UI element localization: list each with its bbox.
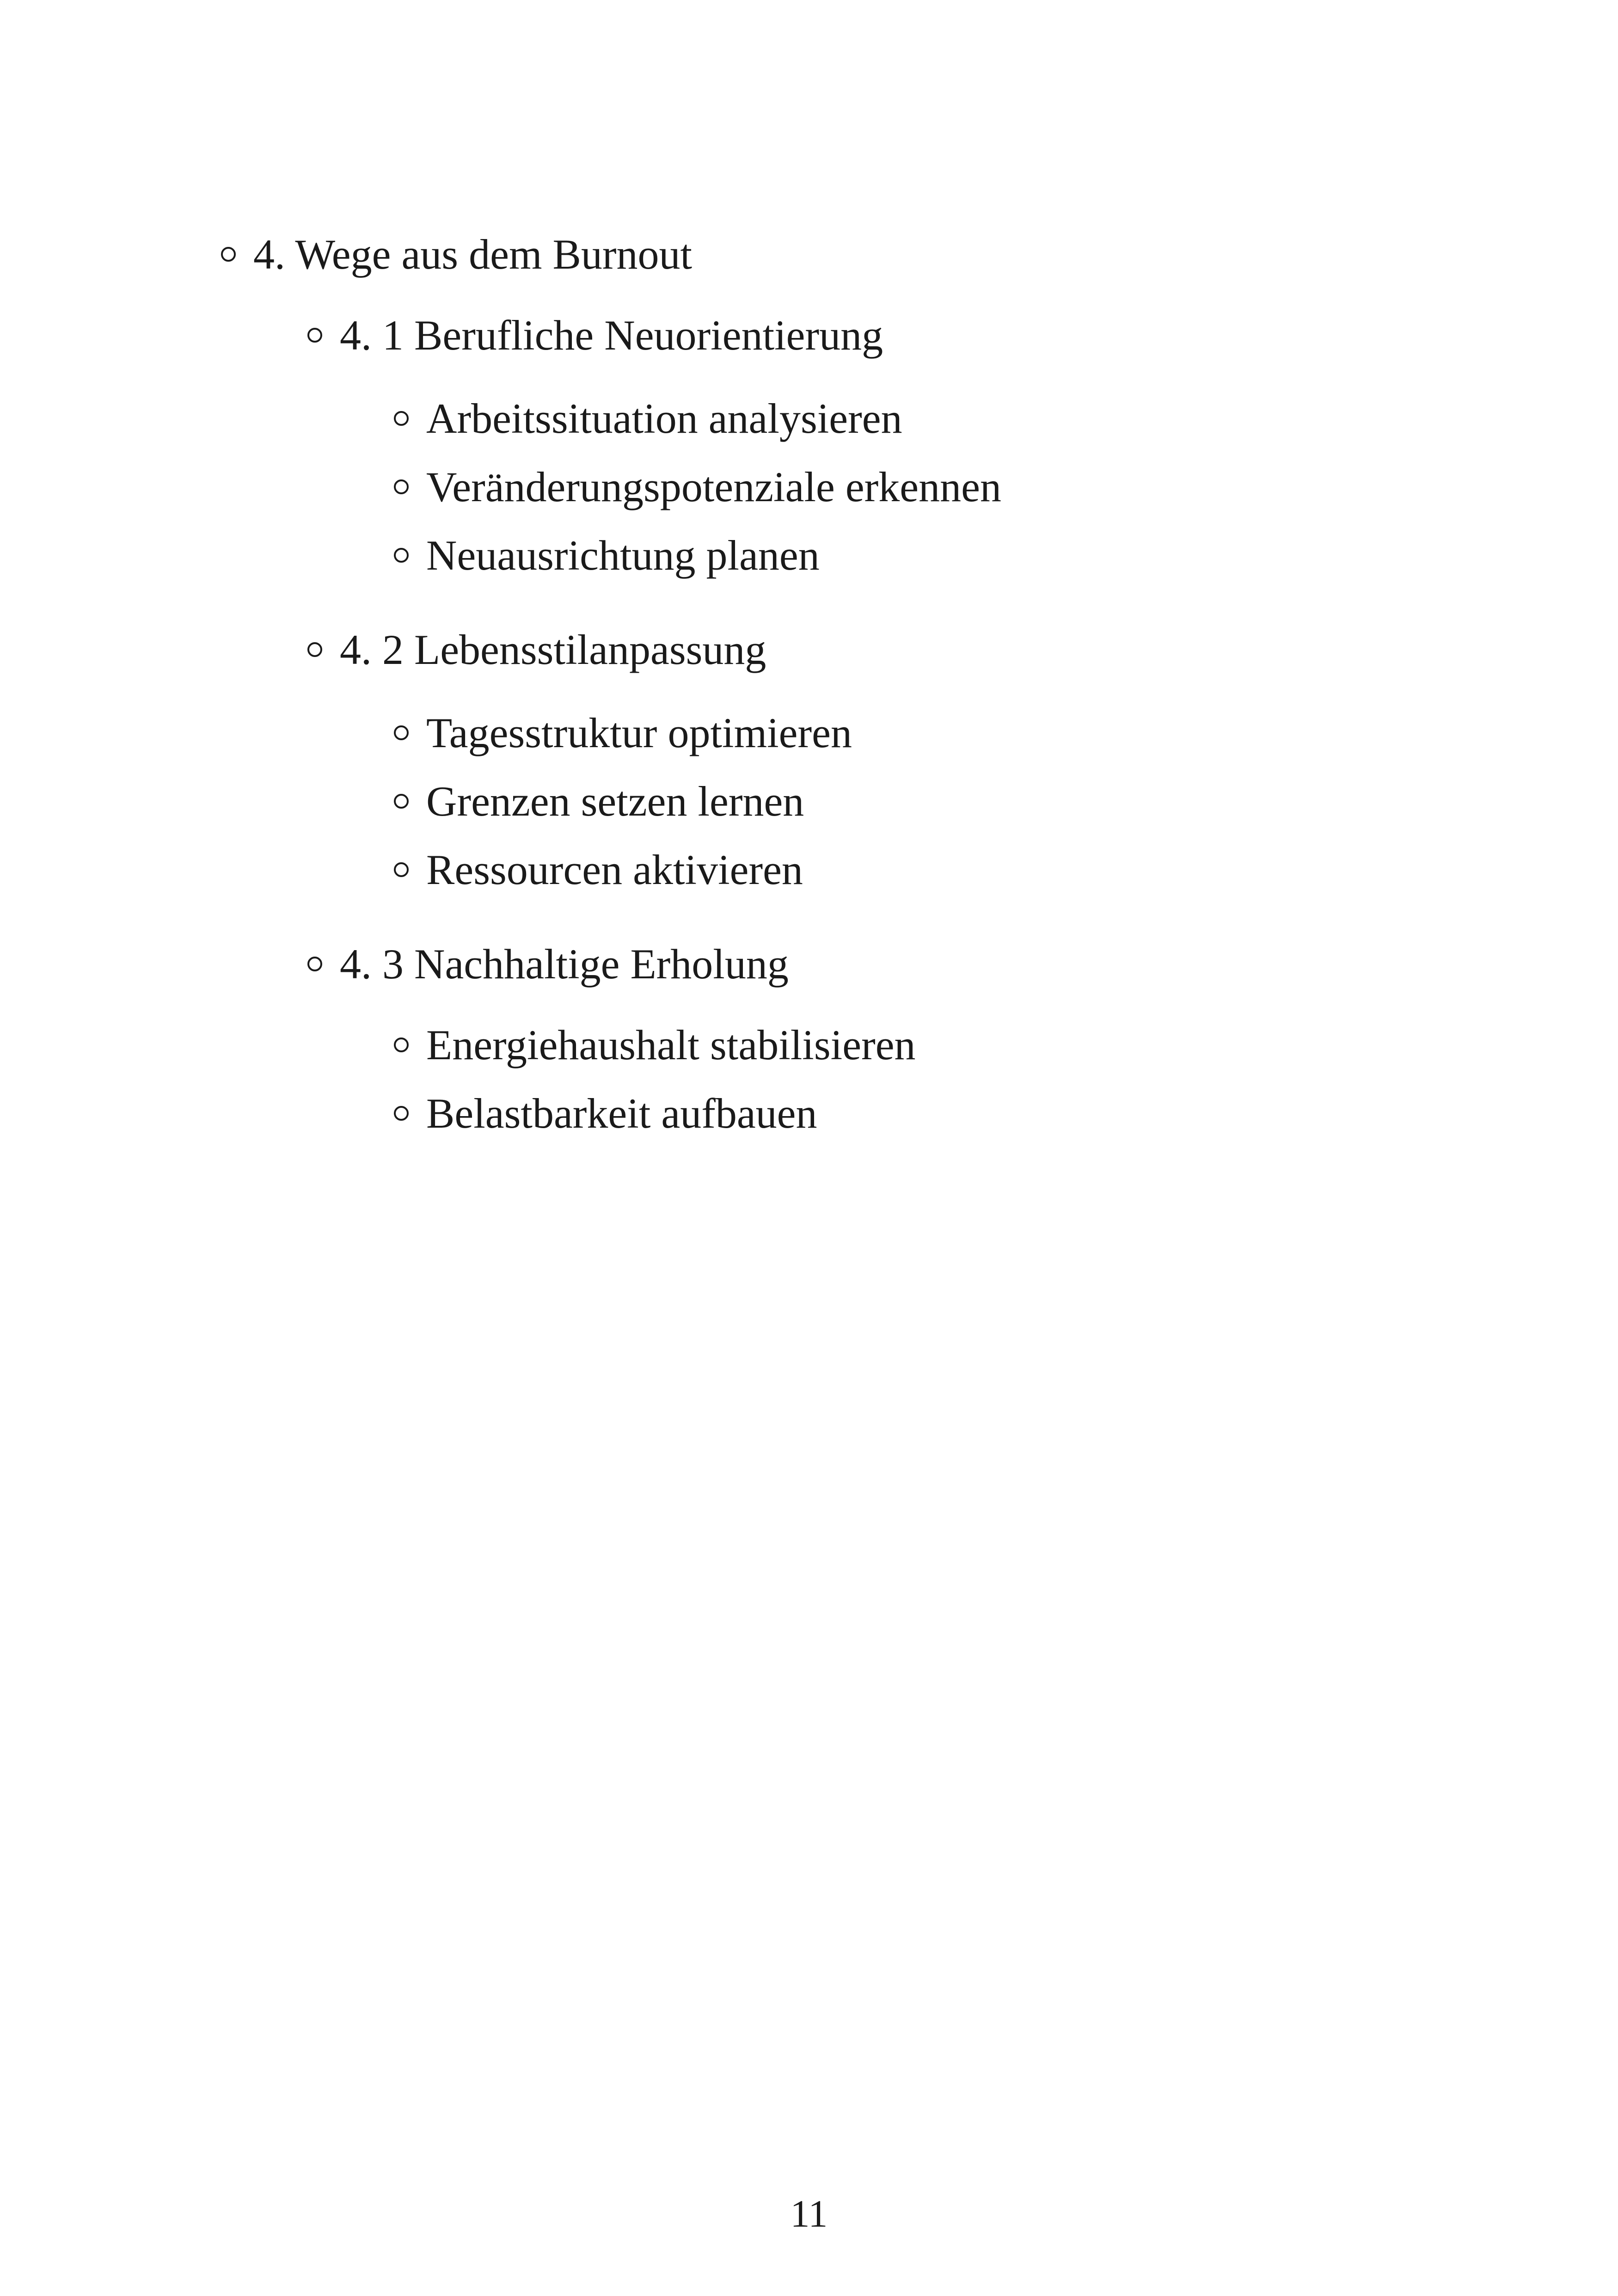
outline-item-label: Arbeitssituation analysieren <box>426 395 902 442</box>
outline-item-label: Neuausrichtung planen <box>426 532 820 579</box>
outline-item-label: Energiehaushalt stabilisieren <box>426 1021 916 1068</box>
circle-bullet-icon <box>394 1037 409 1052</box>
circle-bullet-icon <box>394 725 409 740</box>
outline-item-section-4-1 <box>307 307 883 363</box>
circle-bullet-icon <box>394 794 409 809</box>
outline-item <box>394 1086 817 1141</box>
outline-item-section-4-2 <box>307 622 766 677</box>
circle-bullet-icon <box>221 247 236 262</box>
circle-bullet-icon <box>394 1106 409 1121</box>
outline-item-label: 4. 3 Nachhaltige Erholung <box>340 940 789 988</box>
outline-item <box>394 705 852 761</box>
outline-item <box>394 391 902 446</box>
outline-item-label: Grenzen setzen lernen <box>426 778 804 825</box>
outline-item-section-4-3 <box>307 936 789 992</box>
outline-item-label: Tagesstruktur optimieren <box>426 709 852 756</box>
outline-item-label: Belastbarkeit aufbauen <box>426 1090 817 1137</box>
outline-item-label: 4. 1 Berufliche Neuorientierung <box>340 312 883 359</box>
outline-item-label: Veränderungspotenziale erkennen <box>426 463 1001 510</box>
outline-item-label: 4. Wege aus dem Burnout <box>253 231 693 278</box>
circle-bullet-icon <box>394 862 409 877</box>
circle-bullet-icon <box>394 548 409 563</box>
page-number: 11 <box>790 2192 828 2235</box>
outline-item <box>394 459 1001 515</box>
outline-item <box>394 842 803 897</box>
circle-bullet-icon <box>307 642 322 657</box>
circle-bullet-icon <box>394 411 409 426</box>
outline-item <box>394 1017 916 1073</box>
circle-bullet-icon <box>394 479 409 494</box>
outline-item-label: Ressourcen aktivieren <box>426 846 803 893</box>
outline-item <box>394 774 804 829</box>
outline-item-section-4 <box>221 227 692 282</box>
circle-bullet-icon <box>307 328 322 343</box>
outline-item-label: 4. 2 Lebensstilanpassung <box>340 626 766 673</box>
outline-item <box>394 528 820 583</box>
circle-bullet-icon <box>307 957 322 971</box>
